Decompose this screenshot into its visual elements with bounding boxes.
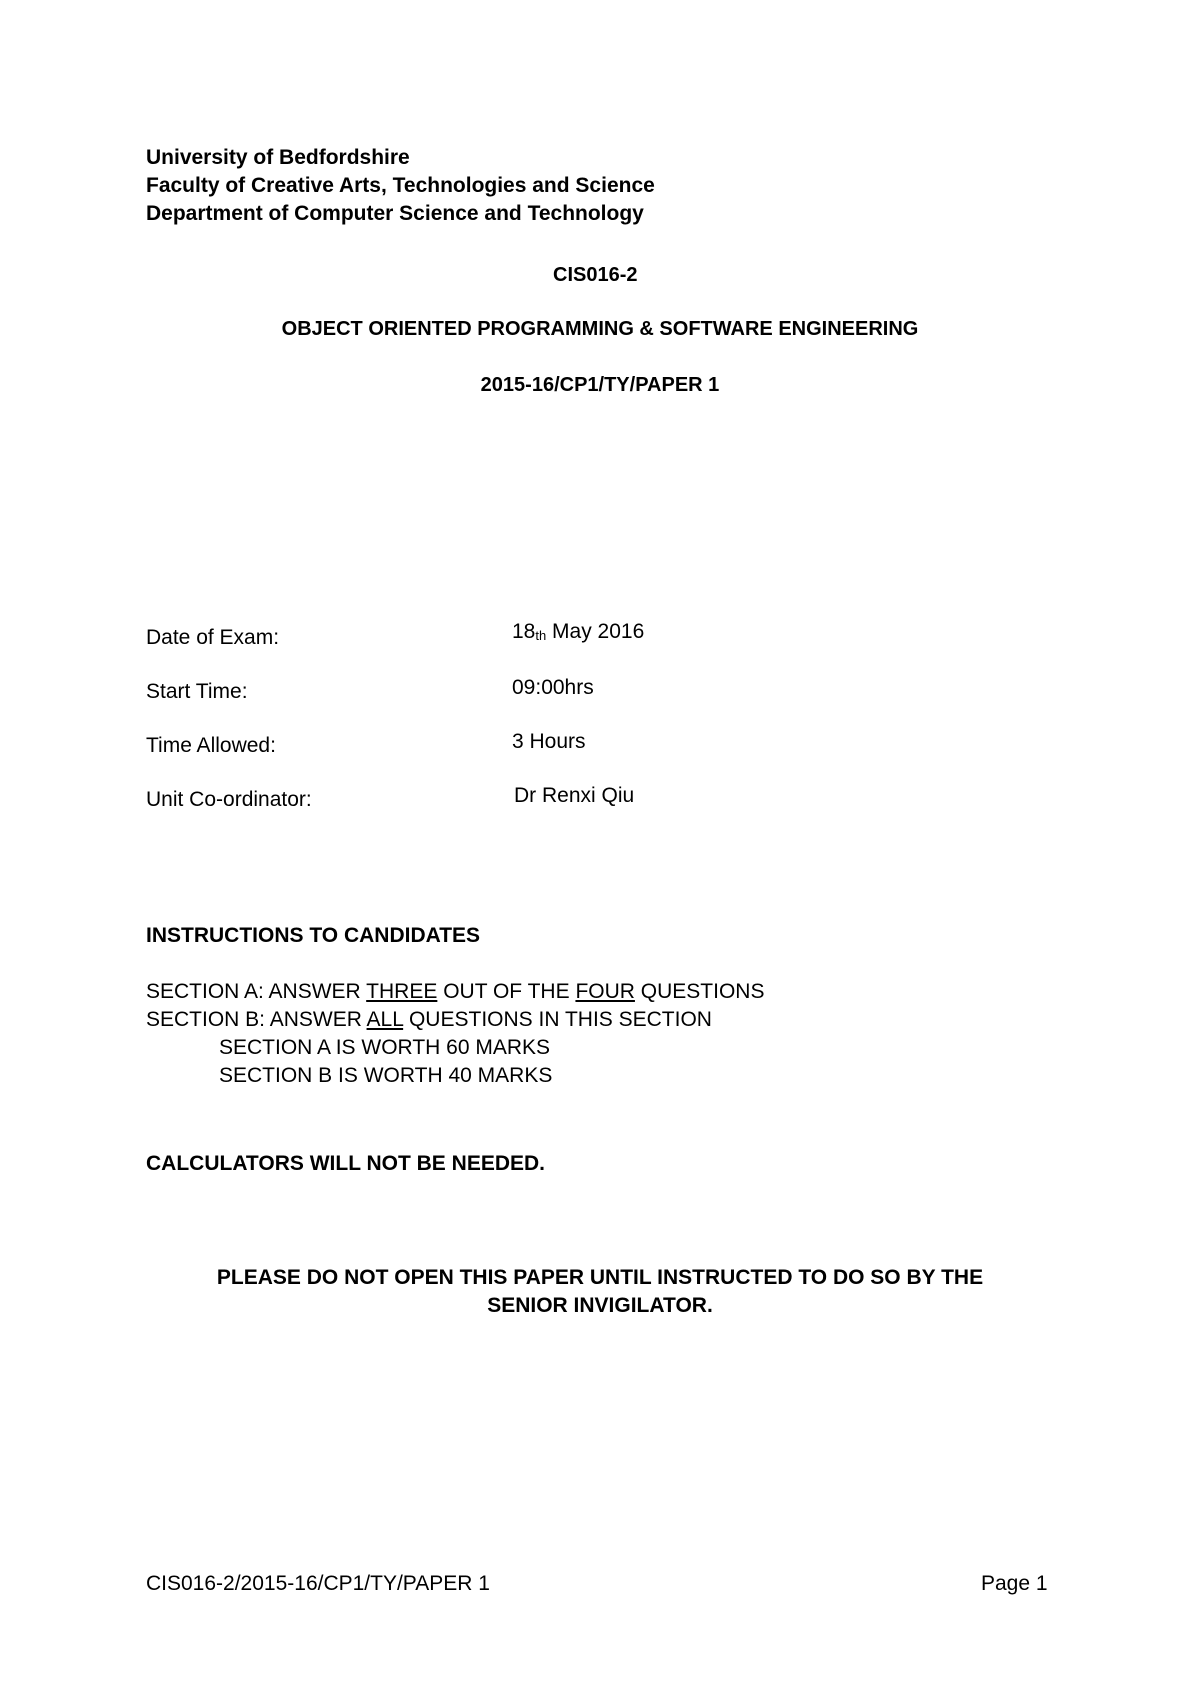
footer-page-number: Page 1 — [981, 1572, 1048, 1595]
section-b-worth: SECTION B IS WORTH 40 MARKS — [219, 1064, 553, 1087]
instructions-heading: INSTRUCTIONS TO CANDIDATES — [146, 924, 481, 947]
warning-line-2: SENIOR INVIGILATOR. — [487, 1294, 713, 1317]
start-time-label: Start Time: — [146, 680, 248, 703]
university-name: University of Bedfordshire — [146, 146, 410, 169]
start-time-value: 09:00hrs — [512, 676, 594, 699]
unit-code: CIS016-2 — [553, 264, 638, 286]
time-allowed-label: Time Allowed: — [146, 734, 276, 757]
section-b-instruction: SECTION B: ANSWER ALL QUESTIONS IN THIS SECTION — [146, 1008, 712, 1031]
coordinator-value: Dr Renxi Qiu — [514, 784, 635, 807]
time-allowed-value: 3 Hours — [512, 730, 586, 753]
footer-reference: CIS016-2/2015-16/CP1/TY/PAPER 1 — [146, 1572, 490, 1595]
warning-line-1: PLEASE DO NOT OPEN THIS PAPER UNTIL INSTRUCTED TO DO SO BY THE — [216, 1266, 984, 1289]
calculators-notice: CALCULATORS WILL NOT BE NEEDED. — [146, 1152, 545, 1175]
coordinator-label: Unit Co-ordinator: — [146, 788, 312, 811]
paper-reference: 2015-16/CP1/TY/PAPER 1 — [480, 374, 720, 396]
unit-title: OBJECT ORIENTED PROGRAMMING & SOFTWARE ENGINEERING — [281, 318, 919, 340]
faculty-name: Faculty of Creative Arts, Technologies and Science — [146, 174, 655, 197]
section-a-instruction: SECTION A: ANSWER THREE OUT OF THE FOUR QUESTIONS — [146, 980, 765, 1003]
date-label: Date of Exam: — [146, 626, 280, 649]
date-value: $18_{th}$ May 2016 — [512, 620, 645, 643]
section-a-worth: SECTION A IS WORTH 60 MARKS — [219, 1036, 551, 1059]
department-name: Department of Computer Science and Technology — [146, 202, 644, 225]
